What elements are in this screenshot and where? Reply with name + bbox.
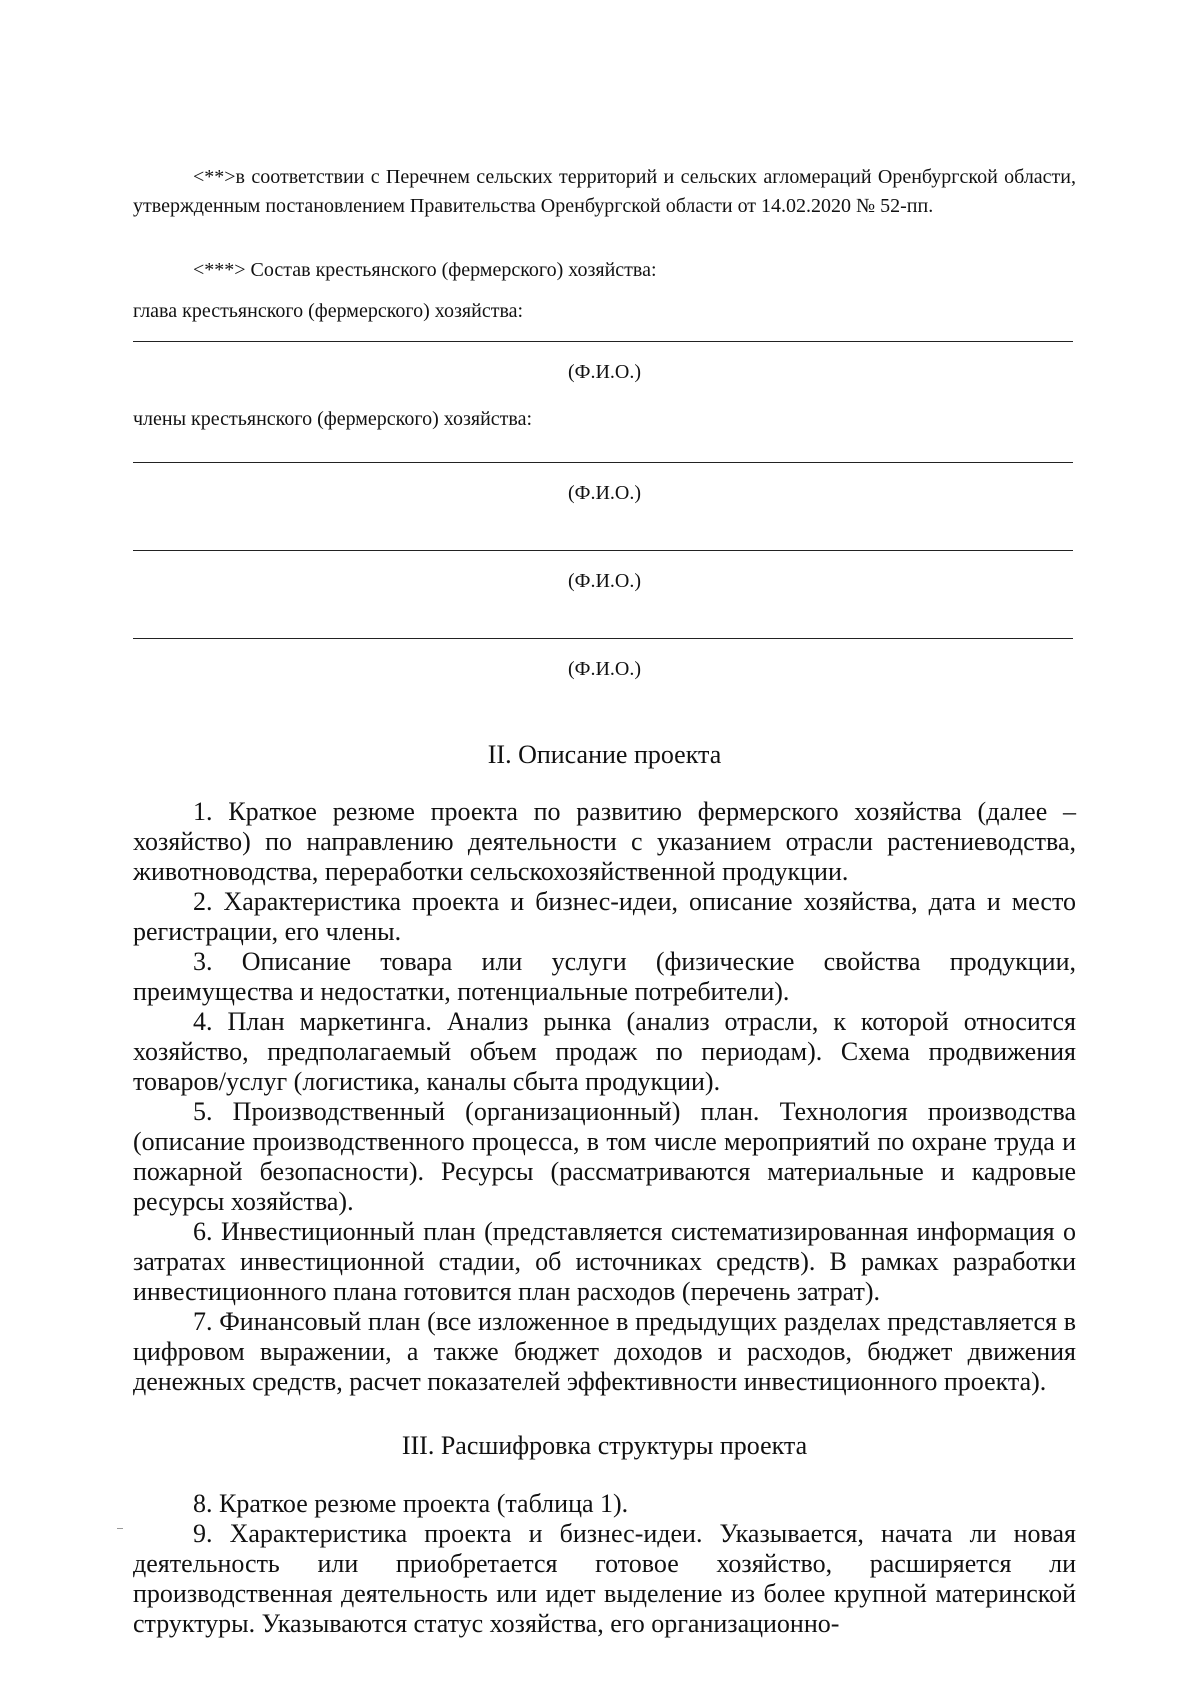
fill-line-head [133, 341, 1073, 342]
footnote-territories: <**>в соответствии с Перечнем сельских территорий и сельских агломераций Оренбургской области, утвержденным постановлением Правительства Оренбургской области от 14.02.2020 № 52-пп. [133, 166, 1076, 217]
fio-caption-member-3: (Ф.И.О.) [567, 658, 641, 680]
section-3-heading: III. Расшифровка структуры проекта [401, 1431, 808, 1460]
list-item: 4. План маркетинга. Анализ рынка (анализ отрасли, к которой относится хозяйство, предполагаемый объем продаж по периодам). Схема продвижения товаров/услуг (логистика, каналы сбыта продукции). [133, 1007, 1076, 1096]
fio-caption-member-1: (Ф.И.О.) [567, 482, 641, 504]
list-item: 7. Финансовый план (все изложенное в предыдущих разделах представляется в цифровом выражении, а также бюджет доходов и расходов, бюджет движения денежных средств, расчет показателей эффективности инвестиционного проекта). [133, 1307, 1076, 1396]
section-3-body [133, 1489, 1076, 1639]
section-2-body [133, 797, 1076, 1397]
list-item: 8. Краткое резюме проекта (таблица 1). [193, 1489, 629, 1518]
margin-mark [117, 1528, 123, 1529]
footnote-composition: <***> Состав крестьянского (фермерского) хозяйства: [193, 259, 657, 281]
fill-line-member-2 [133, 550, 1073, 551]
members-label: члены крестьянского (фермерского) хозяйства: [133, 408, 533, 430]
section-2-heading: II. Описание проекта [487, 740, 722, 769]
list-item: 6. Инвестиционный план (представляется систематизированная информация о затратах инвестиционной стадии, об источниках средств). В рамках разработки инвестиционного плана готовится план расходов (перечень затрат). [133, 1217, 1076, 1306]
fill-line-member-1 [133, 462, 1073, 463]
list-item: 2. Характеристика проекта и бизнес-идеи, описание хозяйства, дата и место регистрации, его члены. [133, 887, 1076, 946]
fill-line-member-3 [133, 638, 1073, 639]
fio-caption-member-2: (Ф.И.О.) [567, 570, 641, 592]
list-item: 3. Описание товара или услуги (физические свойства продукции, преимущества и недостатки, потенциальные потребители). [133, 947, 1076, 1006]
list-item: 5. Производственный (организационный) план. Технология производства (описание производственного процесса, в том числе мероприятий по охране труда и пожарной безопасности). Ресурсы (рассматриваются материальные и кадровые ресурсы хозяйства). [133, 1097, 1076, 1216]
list-item: 9. Характеристика проекта и бизнес-идеи. Указывается, начата ли новая деятельность или приобретается готовое хозяйство, расширяется ли производственная деятельность или идет выделение из более крупной материнской структуры. Указываются статус хозяйства, его организационно- [133, 1519, 1076, 1638]
list-item: 1. Краткое резюме проекта по развитию фермерского хозяйства (далее – хозяйство) по направлению деятельности с указанием отрасли растениеводства, животноводства, переработки сельскохозяйственной продукции. [133, 797, 1076, 886]
head-label: глава крестьянского (фермерского) хозяйства: [133, 300, 524, 322]
fio-caption-head: (Ф.И.О.) [567, 361, 641, 383]
